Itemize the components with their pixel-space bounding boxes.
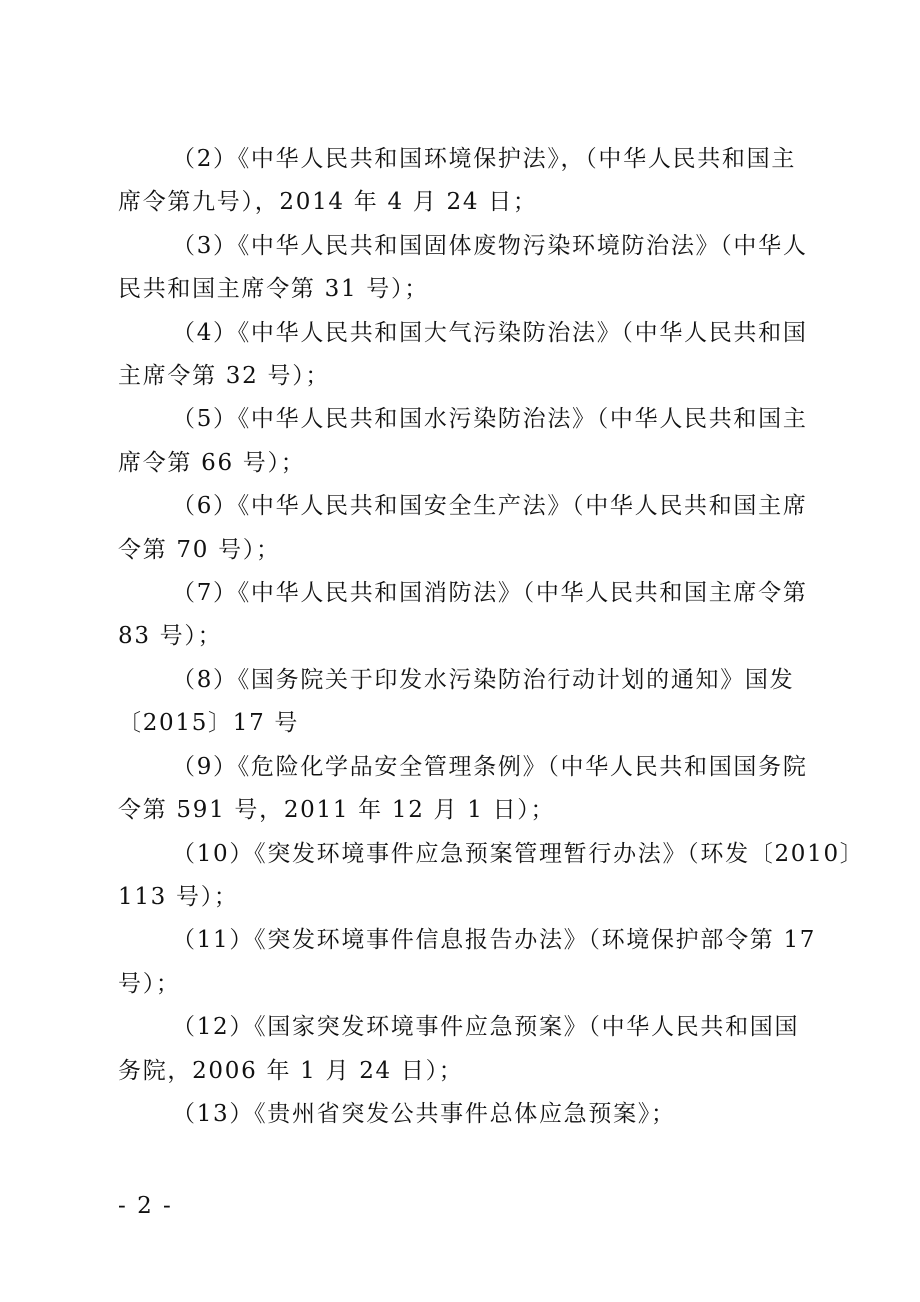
list-item <box>118 138 808 225</box>
list-item-line: （12）《国家突发环境事件应急预案》（中华人民共和国国 <box>172 1014 800 1041</box>
list-item <box>118 1006 808 1093</box>
list-item <box>118 312 808 399</box>
list-item-line: 席令第 66 号）； <box>118 449 306 476</box>
list-item-line: （13）《贵州省突发公共事件总体应急预案》； <box>172 1100 676 1127</box>
list-item-line: 主席令第 32 号）； <box>118 363 331 390</box>
document-body <box>118 138 865 1136</box>
list-item <box>118 225 808 312</box>
list-item <box>118 1093 808 1136</box>
list-item-line: （9）《危险化学品安全管理条例》（中华人民共和国国务院 <box>172 753 808 780</box>
list-item-line: （10）《突发环境事件应急预案管理暂行办法》（环发〔2010〕 <box>172 840 865 867</box>
list-item-line: 令第 591 号，2011 年 12 月 1 日）； <box>118 797 556 824</box>
list-item-line: 民共和国主席令第 31 号）； <box>118 276 429 303</box>
list-item-line: 号）； <box>118 970 181 997</box>
list-item-line: （11）《突发环境事件信息报告办法》（环境保护部令第 17 <box>172 927 817 954</box>
list-item <box>118 833 865 920</box>
list-item <box>118 919 817 1006</box>
list-item-line: （3）《中华人民共和国固体废物污染环境防治法》（中华人 <box>172 232 808 259</box>
list-item <box>118 659 808 746</box>
list-item <box>118 572 808 659</box>
list-item-line: 席令第九号），2014 年 4 月 24 日； <box>118 189 538 216</box>
list-item-line: （5）《中华人民共和国水污染防治法》（中华人民共和国主 <box>172 406 808 433</box>
list-item <box>118 398 808 485</box>
list-item-line: （4）《中华人民共和国大气污染防治法》（中华人民共和国 <box>172 319 808 346</box>
list-item-line: 〔2015〕17 号 <box>118 710 300 737</box>
list-item <box>118 485 808 572</box>
list-item-line: （7）《中华人民共和国消防法》（中华人民共和国主席令第 <box>172 580 808 607</box>
list-item-line: （6）《中华人民共和国安全生产法》（中华人民共和国主席 <box>172 493 808 520</box>
list-item-line: （2）《中华人民共和国环境保护法》，（中华人民共和国主 <box>172 146 797 172</box>
list-item <box>118 746 808 833</box>
list-item-line: 令第 70 号）； <box>118 536 281 563</box>
page-number: - 2 - <box>118 1193 173 1219</box>
list-item-line: 83 号）； <box>118 623 223 650</box>
list-item-line: 113 号）； <box>118 883 239 910</box>
list-item-line: （8）《国务院关于印发水污染防治行动计划的通知》国发 <box>172 666 795 693</box>
list-item-line: 务院，2006 年 1 月 24 日）； <box>118 1057 464 1084</box>
